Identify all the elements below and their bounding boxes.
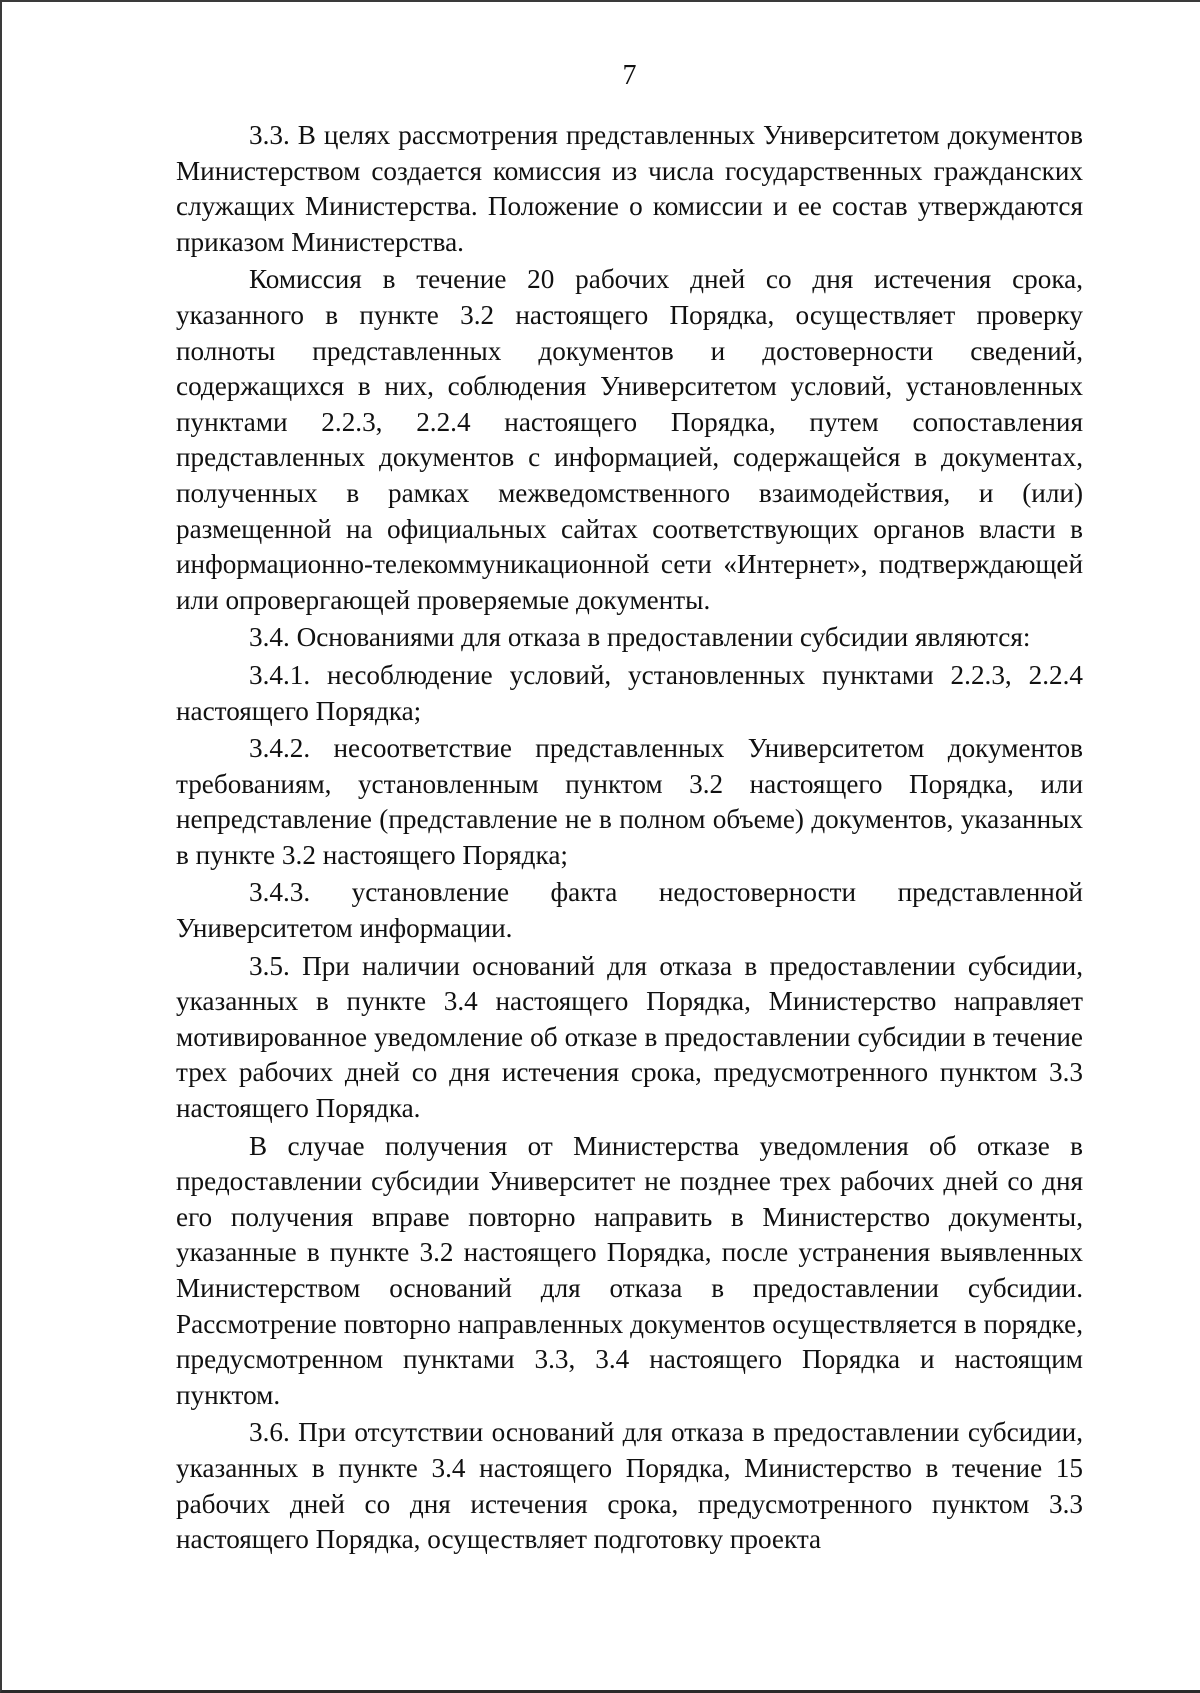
paragraph-3-6: 3.6. При отсутствии оснований для отказа в предоставлении субсидии, указанных в пункте 3.4 настоящего Порядка, Министерство в течение 15 рабочих дней со дня истечения срока, предусмотренного пунктом 3.3 настоящего Порядка, осуществляет подготовку проекта xyxy=(176,1417,1083,1555)
paragraph-3-5: 3.5. При наличии оснований для отказа в предоставлении субсидии, указанных в пункте 3.4 настоящего Порядка, Министерство направляет мотивированное уведомление об отказе в предоставлении субсидии в течение трех рабочих дней со дня истечения срока, предусмотренного пунктом 3.3 настоящего Порядка. xyxy=(176,950,1083,1124)
paragraph-3-4-3: 3.4.3. установление факта недостоверности представленной Университетом информации. xyxy=(176,877,1083,944)
paragraph-3-3: 3.3. В целях рассмотрения представленных Университетом документов Министерством создается комиссия из числа государственных гражданских служащих Министерства. Положение о комиссии и ее состав утверждаются приказом Министерства. xyxy=(176,120,1083,257)
paragraph-3-4: 3.4. Основаниями для отказа в предоставлении субсидии являются: xyxy=(249,622,1031,653)
paragraph-3-4-1: 3.4.1. несоблюдение условий, установленных пунктами 2.2.3, 2.2.4 настоящего Порядка; xyxy=(176,659,1083,726)
paragraph-resubmission: В случае получения от Министерства уведомления об отказе в предоставлении субсидии Университет не позднее трех рабочих дней со дня его получения вправе повторно направить в Министерство документы, указанные в пункте 3.2 настоящего Порядка, после устранения выявленных Министерством оснований для отказа в предоставлении субсидии. Рассмотрение повторно направленных документов осуществляется в порядке, предусмотренном пунктами 3.3, 3.4 настоящего Порядка и настоящим пунктом. xyxy=(176,1130,1083,1410)
paragraph-3-4-2: 3.4.2. несоответствие представленных Университетом документов требованиям, установленным пунктом 3.2 настоящего Порядка, или непредставление (представление не в полном объеме) документов, указанных в пункте 3.2 настоящего Порядка; xyxy=(176,733,1083,870)
document-body xyxy=(176,118,1083,1560)
page-number: 7 xyxy=(622,60,637,91)
paragraph-commission-review: Комиссия в течение 20 рабочих дней со дня истечения срока, указанного в пункте 3.2 настоящего Порядка, осуществляет проверку полноты представленных документов и достоверности сведений, содержащихся в них, соблюдения Университетом условий, установленных пунктами 2.2.3, 2.2.4 настоящего Порядка, путем сопоставления представленных документов с информацией, содержащейся в документах, полученных в рамках межведомственного взаимодействия, и (или) размещенной на официальных сайтах соответствующих органов власти в информационно-телекоммуникационной сети «Интернет», подтверждающей или опровергающей проверяемые документы. xyxy=(176,264,1083,615)
